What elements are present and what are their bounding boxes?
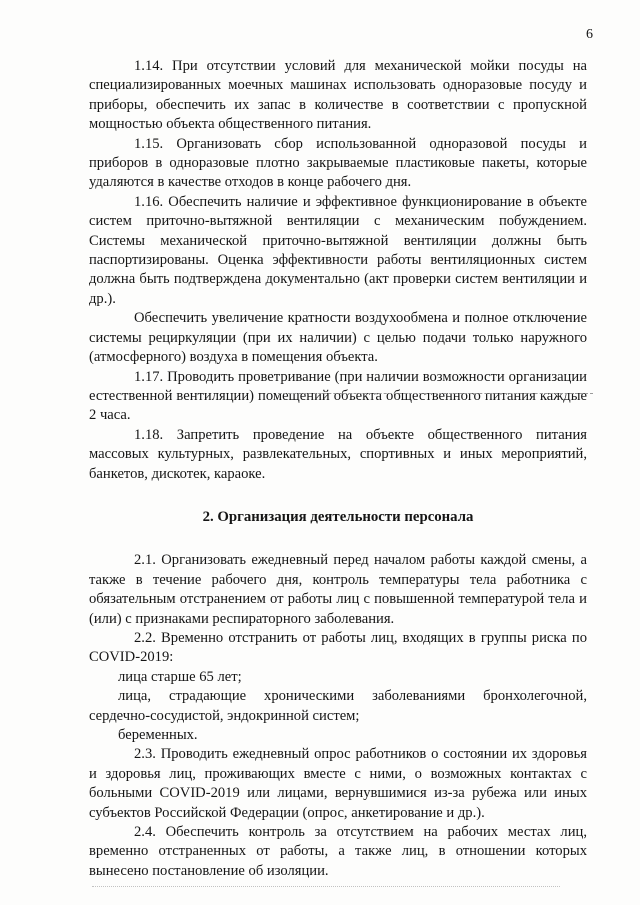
paragraph-2-2: 2.2. Временно отстранить от работы лиц, входящих в группы риска по COVID-2019: (89, 629, 587, 666)
paragraph-1-17: 1.17. Проводить проветривание (при наличии возможности организации естественной вентиляции) помещений объекта общественного питания каждые 2 часа. (89, 368, 587, 424)
scan-bottom-edge (92, 886, 560, 887)
document-body (89, 57, 587, 881)
scan-underline-mark (278, 393, 593, 394)
section-heading-2: 2. Организация деятельности персонала (202, 508, 474, 525)
paragraph-1-16: 1.16. Обеспечить наличие и эффективное функционирование в объекте систем приточно-вытяжной вентиляции с механическим побуждением. Системы механической приточно-вытяжной вентиляции должны быть паспортизированы. Оценка эффективности работы вентиляционных систем должна быть подтверждена документально (акт проверки систем вентиляции и др.). (89, 193, 587, 307)
paragraph-2-3: 2.3. Проводить ежедневный опрос работников о состоянии их здоровья и здоровья лиц, проживающих вместе с ними, о возможных контактах с больными COVID-2019 или лицами, вернувшимися из-за рубежа или иных субъектов Российской Федерации (опрос, анкетирование и др.). (89, 746, 587, 821)
paragraph-2-1: 2.1. Организовать ежедневный перед началом работы каждой смены, а также в течение рабочего дня, контроль температуры тела работника с обязательным отстранением от работы лиц с повышенной температурой тела и (или) с признаками респираторного заболевания. (89, 552, 587, 627)
paragraph-2-4: 2.4. Обеспечить контроль за отсутствием на рабочих местах лиц, временно отстраненных от работы, а также лиц, в отношении которых вынесено постановление об изоляции. (89, 824, 587, 879)
page-number: 6 (586, 27, 593, 42)
paragraph-1-16-ventilation: Обеспечить увеличение кратности воздухообмена и полное отключение системы рециркуляции (при их наличии) с целью подачи только наружного (атмосферного) воздуха в помещения объекта. (89, 310, 587, 366)
risk-group-age: лица старше 65 лет; (118, 668, 242, 685)
risk-group-pregnant: беременных. (118, 727, 198, 743)
paragraph-1-15: 1.15. Организовать сбор использованной одноразовой посуды и приборов в одноразовые плотно закрываемые пластиковые пакеты, которые удаляются в качестве отходов в конце рабочего дня. (89, 135, 587, 191)
paragraph-1-18: 1.18. Запретить проведение на объекте общественного питания массовых культурных, развлекательных, спортивных и иных мероприятий, банкетов, дискотек, караоке. (89, 426, 587, 482)
paragraph-1-14: 1.14. При отсутствии условий для механической мойки посуды на специализированных моечных машинах использовать одноразовые посуду и приборы, обеспечить их запас в количестве в соответствии с пропускной мощностью объекта общественного питания. (89, 58, 587, 133)
risk-group-chronic: лица, страдающие хроническими заболеваниями бронхолегочной, сердечно-сосудистой, эндокринной систем; (89, 688, 587, 724)
